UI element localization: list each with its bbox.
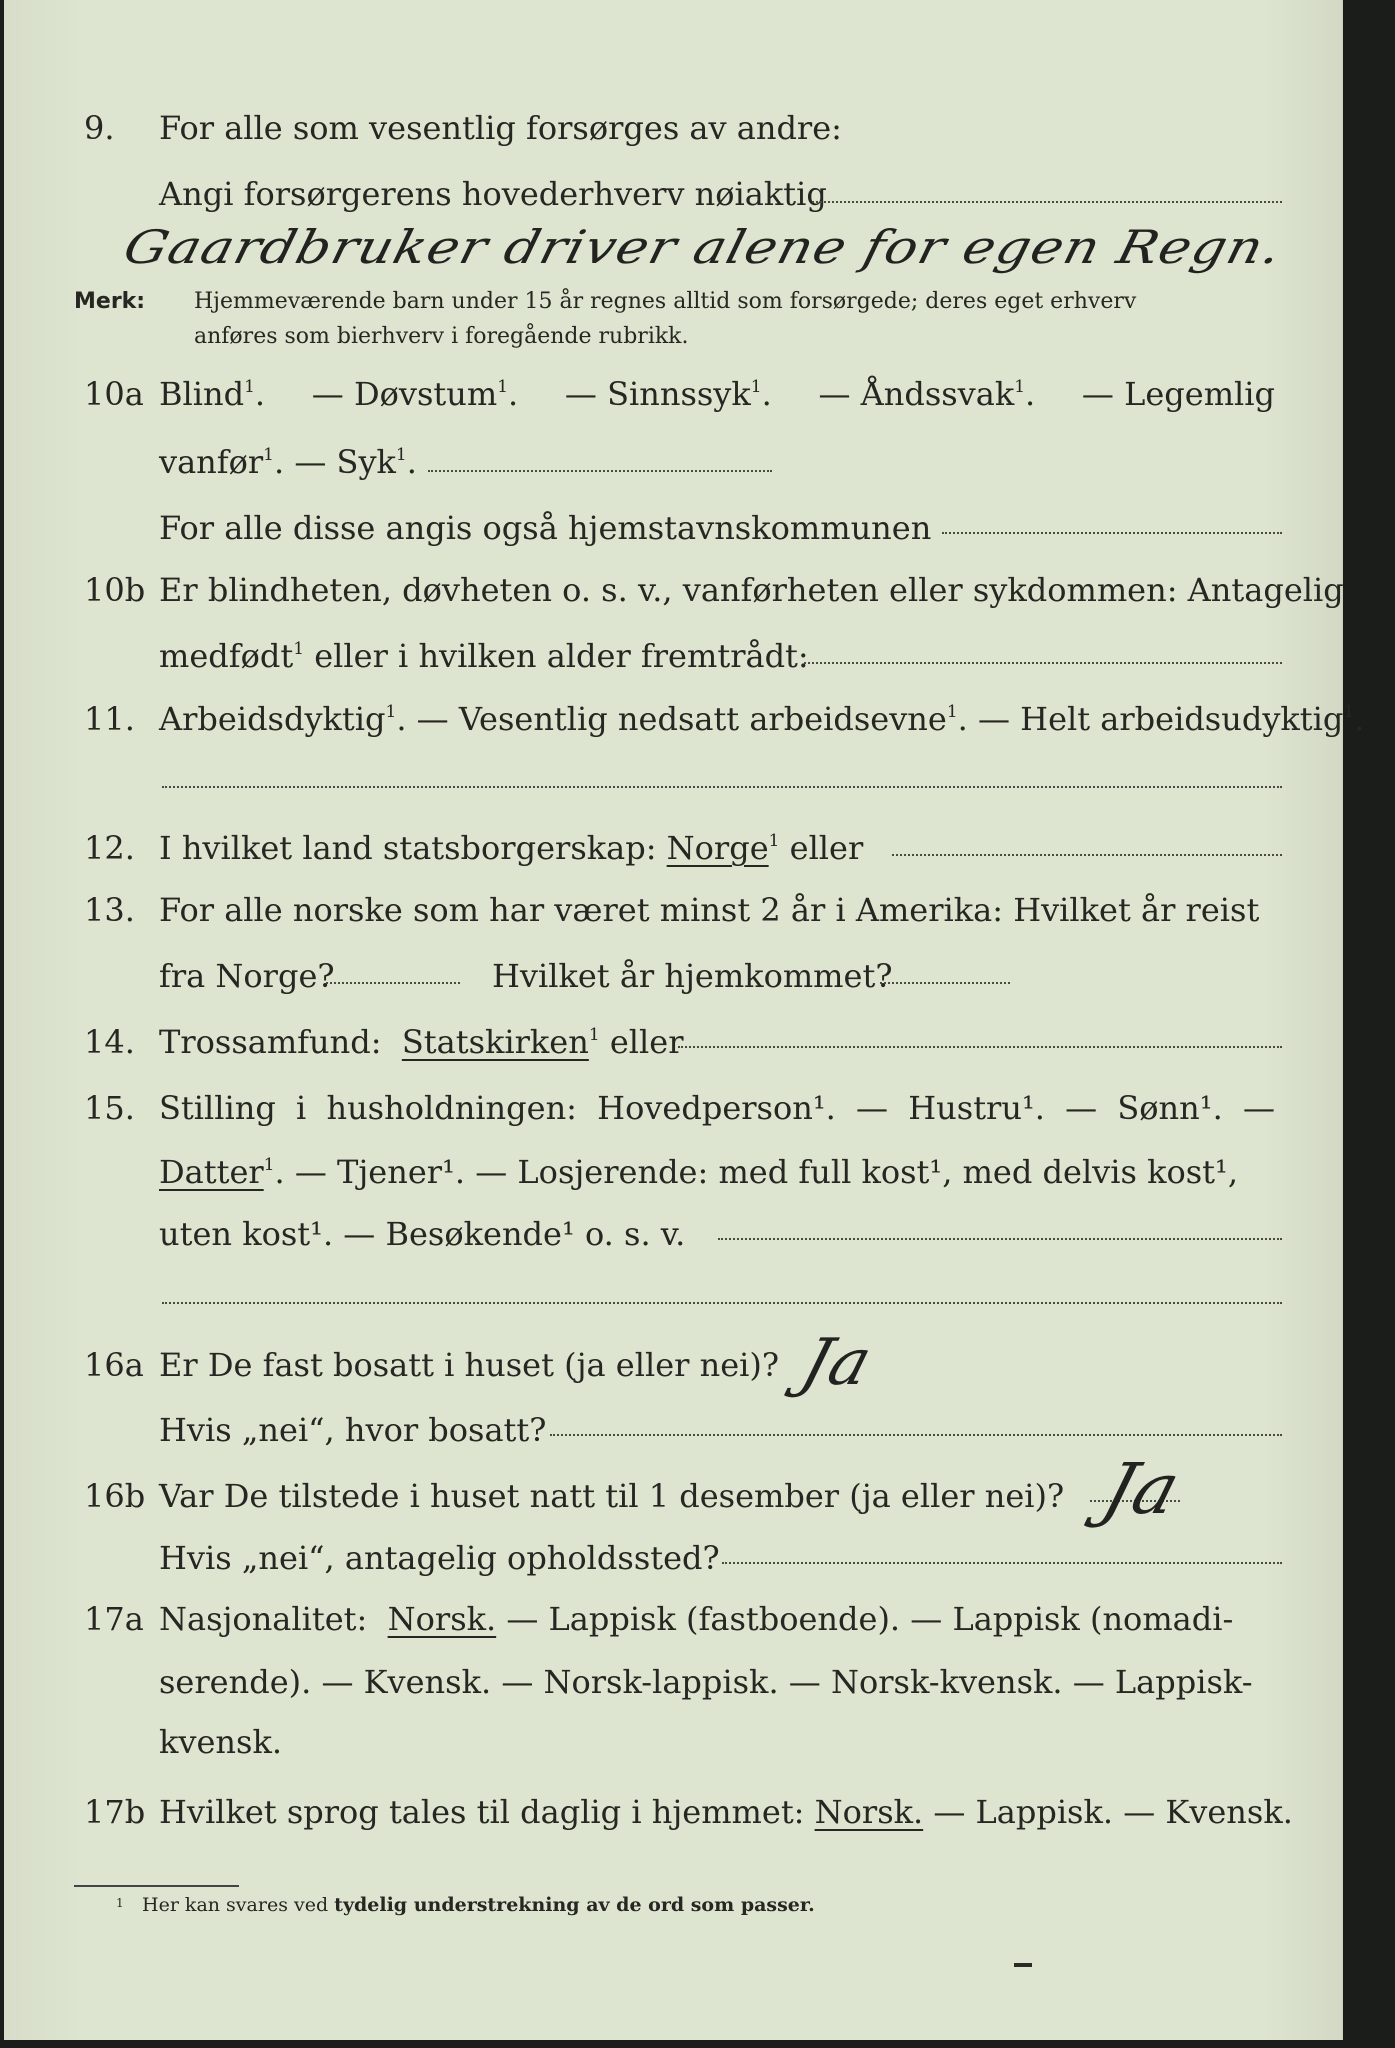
statskirken-underlined: Statskirken [401, 1023, 589, 1061]
q15-row [4, 1086, 1342, 1146]
q11-fill-line [162, 786, 1282, 788]
q16b-line2: Hvis „nei“, antagelig opholdssted? [159, 1539, 720, 1577]
q17a-line1: Nasjonalitet: Norsk. — Lappisk (fastboende). — Lappisk (nomadi- [159, 1600, 1234, 1638]
q14-line: Trossamfund: Statskirken$^1$ eller [159, 1023, 684, 1061]
q9-line1: For alle som vesentlig forsørges av andre: [159, 109, 842, 147]
q10b-row [4, 568, 1342, 628]
stray-ink-mark [1014, 1963, 1032, 1967]
q10a-row [4, 372, 1342, 432]
q14-fill-line [678, 1046, 1282, 1048]
q12-fill-line [892, 854, 1282, 856]
norsk-underlined: Norsk. [387, 1600, 497, 1638]
q17a-line2: serende). — Kvensk. — Norsk-lappisk. — Norsk-kvensk. — Lappisk- [159, 1663, 1253, 1701]
q16a-line2: Hvis „nei“, hvor bosatt? [159, 1411, 547, 1449]
q10b-line2: medfødt$^1$ eller i hvilken alder fremtrådt: [159, 637, 809, 675]
q13-line2a: fra Norge? [159, 957, 335, 995]
q16b-row2 [4, 1536, 1342, 1596]
q15-row3 [4, 1212, 1342, 1272]
merk-label: Merk: [74, 289, 146, 314]
q10a-line3: For alle disse angis også hjemstavnskommunen [159, 509, 932, 547]
q10a-line2: vanfør$^1$. — Syk$^1$. [159, 443, 417, 481]
q13-line1: For alle norske som har været minst 2 år i Amerika: Hvilket år reist [159, 891, 1260, 929]
option-blind: Blind$^1$. [159, 375, 266, 413]
q10a-options [159, 372, 1275, 416]
q17a-row2 [4, 1660, 1342, 1720]
q15-number: 15. [84, 1089, 135, 1127]
census-form-page [4, 0, 1365, 2040]
merk-line2: anføres som bierhverv i foregående rubrikk. [194, 324, 689, 349]
q10a-number: 10a [84, 375, 144, 413]
q10a-syk-fill-line [428, 470, 772, 472]
q16b-handwritten-answer: Ja [1094, 1448, 1190, 1530]
q17b-line: Hvilket sprog tales til daglig i hjemmet: Norsk. — Lappisk. — Kvensk. [159, 1793, 1293, 1831]
q12-number: 12. [84, 829, 135, 867]
option-dovstum: — Døvstum$^1$. [311, 375, 519, 413]
q9-row [4, 106, 1342, 166]
q12-row [4, 826, 1342, 886]
q16a-line1: Er De fast bosatt i huset (ja eller nei)? [159, 1346, 780, 1384]
q17b-number: 17b [84, 1793, 146, 1831]
q9-handwritten-answer: Gaardbruker driver alene for egen Regn. [118, 220, 1289, 274]
q15-row2 [4, 1150, 1342, 1210]
q15-fill-line [718, 1238, 1282, 1240]
datter-underlined: Datter [159, 1153, 264, 1191]
q13-reist-fill-line [326, 982, 460, 984]
q11-line: Arbeidsdyktig$^1$. — Vesentlig nedsatt arbeidsevne$^1$. — Helt arbeidsudyktig$^1$. [159, 700, 1365, 738]
q10b-number: 10b [84, 571, 146, 609]
q16b-number: 16b [84, 1477, 146, 1515]
q14-number: 14. [84, 1023, 135, 1061]
q12-line: I hvilket land statsborgerskap: Norge$^1$ eller [159, 829, 864, 867]
q14-row [4, 1020, 1342, 1080]
q9-number: 9. [84, 109, 115, 147]
q10a-kommune-fill-line [942, 532, 1282, 534]
q13-number: 13. [84, 891, 135, 929]
q11-number: 11. [84, 700, 135, 738]
q13-hjemkommet-fill-line [880, 982, 1010, 984]
q10a-row3 [4, 506, 1342, 566]
footnote-text: Her kan svares ved tydelig understrekning av de ord som passer. [142, 1894, 815, 1916]
q16a-handwritten-answer: Ja [793, 1326, 881, 1400]
q10b-fill-line [804, 662, 1282, 664]
q10b-row2 [4, 634, 1342, 694]
q17a-number: 17a [84, 1600, 144, 1638]
q9-fill-line [812, 201, 1282, 203]
norge-underlined: Norge [666, 829, 769, 867]
q16a-number: 16a [84, 1346, 144, 1384]
q16a-row [4, 1343, 1342, 1403]
option-legemlig: — Legemlig [1081, 375, 1275, 413]
footnote-mark: 1 [116, 1896, 124, 1910]
q17a-row [4, 1597, 1342, 1657]
q16a-fill-line [550, 1434, 1282, 1436]
q15-line2: Datter$^1$. — Tjener¹. — Losjerende: med full kost¹, med delvis kost¹, [159, 1153, 1239, 1191]
q13-row2 [4, 954, 1342, 1014]
option-andssvak: — Åndssvak$^1$. [818, 375, 1036, 413]
q11-row [4, 697, 1365, 757]
option-sinnssyk: — Sinnssyk$^1$. [564, 375, 772, 413]
q17a-line3: kvensk. [159, 1723, 282, 1761]
q15-line1: Stilling i husholdningen: Hovedperson¹. — Hustru¹. — Sønn¹. — [159, 1089, 1275, 1127]
norsk-underlined-17b: Norsk. [814, 1793, 924, 1831]
q9-line2: Angi forsørgerens hovederhverv nøiaktig [159, 175, 827, 213]
q10b-line1: Er blindheten, døvheten o. s. v., vanførheten eller sykdommen: Antagelig [159, 571, 1344, 609]
q15-line3: uten kost¹. — Besøkende¹ o. s. v. [159, 1215, 686, 1253]
merk-line1: Hjemmeværende barn under 15 år regnes alltid som forsørgede; deres eget erhverv [194, 289, 1137, 314]
footnote-rule [74, 1885, 239, 1887]
q16b-fill-line2 [722, 1562, 1282, 1564]
q13-line2b: Hvilket år hjemkommet? [492, 957, 893, 995]
q16b-line1: Var De tilstede i huset natt til 1 desember (ja eller nei)? [159, 1477, 1065, 1515]
q13-row [4, 888, 1342, 948]
q15-fill-line2 [162, 1302, 1282, 1304]
q17a-row3 [4, 1720, 1342, 1780]
q17b-row [4, 1790, 1342, 1850]
